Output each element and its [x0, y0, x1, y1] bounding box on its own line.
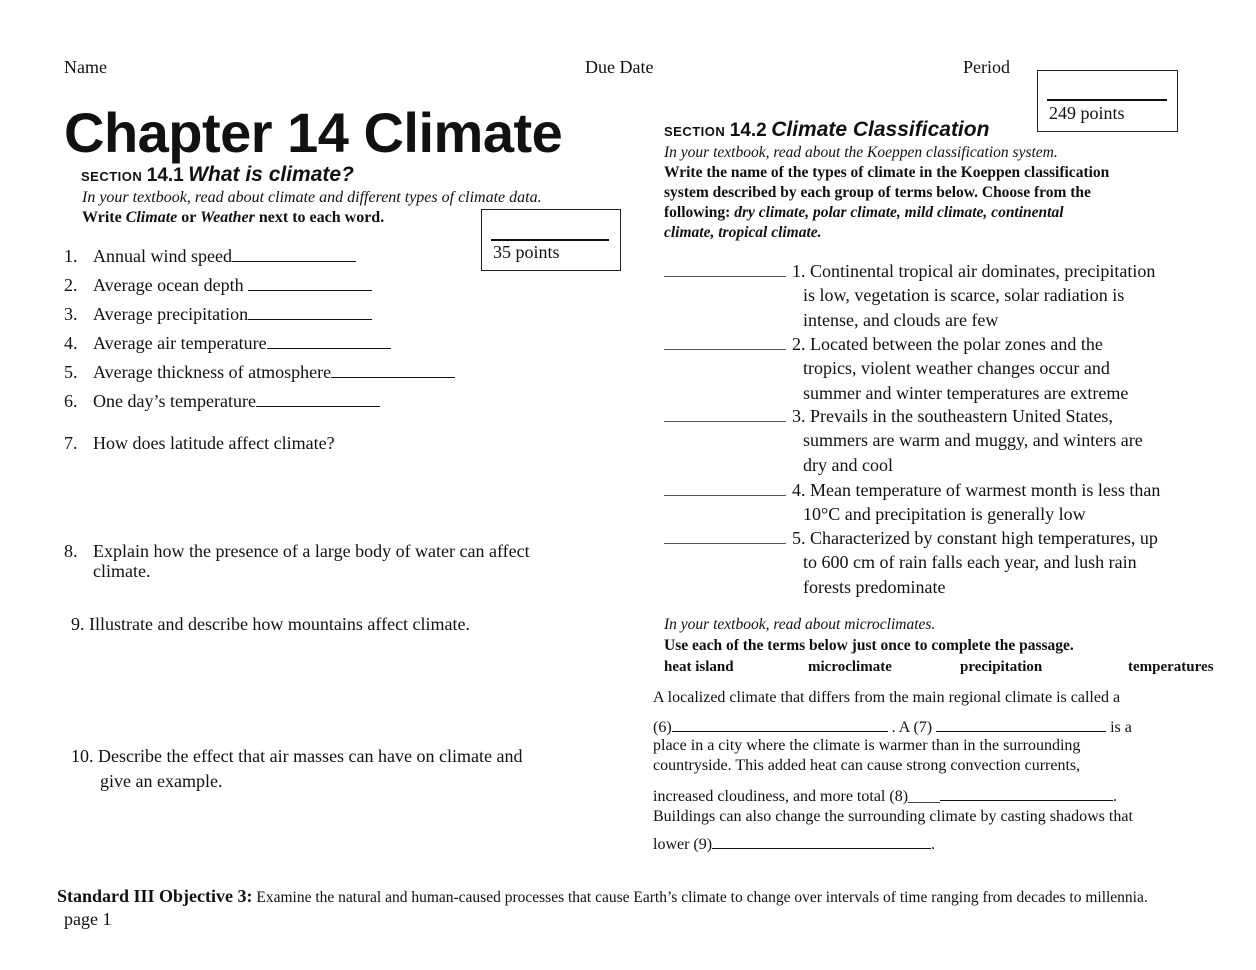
term-precipitation: precipitation	[960, 659, 1043, 675]
passage-line: place in a city where the climate is warmer than in the surrounding	[653, 737, 1081, 754]
section-14-2-heading	[664, 118, 989, 142]
answer-blank[interactable]	[267, 334, 391, 349]
answer-blank[interactable]	[664, 405, 786, 422]
microclimate-intro: In your textbook, read about microclimates.	[664, 616, 936, 633]
item-text: Prevails in the southeastern United States,	[810, 406, 1113, 426]
section-number: 14.1	[146, 165, 184, 186]
item-number: 1.	[64, 246, 78, 266]
passage-blank-8[interactable]	[940, 786, 1113, 801]
instr-line: Write the name of the types of climate in the Koeppen classification	[664, 164, 1110, 181]
due-date-label: Due Date	[585, 57, 654, 77]
passage-line	[653, 717, 1132, 737]
passage-line	[653, 834, 935, 854]
question-text: 10. Describe the effect that air masses can have on climate and	[71, 746, 523, 766]
passage-line: A localized climate that differs from the main regional climate is called a	[653, 689, 1121, 706]
passage-blank-6[interactable]	[672, 717, 888, 732]
blank-number: (6)	[653, 719, 672, 736]
item-text-cont: dry and cool	[803, 454, 893, 475]
section-name: What is climate?	[188, 163, 354, 186]
item-text: Located between the polar zones and the	[810, 334, 1103, 354]
answer-blank[interactable]	[256, 392, 380, 407]
passage-text: lower (9)	[653, 836, 713, 853]
passage-text: .	[931, 836, 936, 853]
instr-climate: Climate	[125, 209, 178, 226]
item-text: Average precipitation	[93, 304, 249, 324]
score-line	[491, 239, 609, 241]
word-bank	[0, 659, 1256, 679]
list-item	[64, 362, 455, 383]
item-text-cont: is low, vegetation is scarce, solar radiation is	[803, 285, 1125, 306]
item-text: Characterized by constant high temperatures, up	[810, 528, 1158, 548]
passage-text: is a	[1106, 719, 1132, 736]
term-microclimate: microclimate	[808, 659, 892, 675]
question-9: 9. Illustrate and describe how mountains affect climate.	[71, 614, 471, 634]
item-number: 1.	[792, 261, 806, 281]
item-number: 7.	[64, 433, 78, 453]
instr-choices: dry climate, polar climate, mild climate, continental	[734, 204, 1064, 221]
instr-write: Write	[82, 209, 122, 226]
answer-blank[interactable]	[664, 333, 786, 350]
instr-line: system described by each group of terms below. Choose from the	[664, 184, 1091, 201]
question-text-cont: give an example.	[100, 771, 223, 791]
classification-item	[664, 526, 1224, 599]
classification-item	[664, 404, 1224, 477]
item-number: 2.	[792, 334, 806, 354]
item-text-cont: intense, and clouds are few	[803, 309, 999, 330]
passage-text: increased cloudiness, and more total (8)____	[653, 788, 941, 805]
section-name: Climate Classification	[771, 118, 990, 141]
item-text-cont: summers are warm and muggy, and winters are	[803, 430, 1143, 451]
list-item	[64, 333, 391, 354]
list-item	[64, 275, 372, 296]
section1-points: 35 points	[493, 242, 560, 262]
section-word: SECTION	[664, 124, 726, 139]
standard-label: Standard III Objective 3:	[57, 886, 253, 906]
answer-blank[interactable]	[248, 276, 372, 291]
classification-item	[664, 259, 1224, 332]
answer-blank[interactable]	[248, 305, 372, 320]
instr-choices: climate, tropical climate.	[664, 224, 822, 241]
passage-text: . A (7)	[887, 719, 937, 736]
passage-line: countryside. This added heat can cause strong convection currents,	[653, 757, 1081, 774]
classification-item	[664, 332, 1224, 405]
page-number: page 1	[64, 909, 112, 929]
section1-instruction	[82, 209, 384, 227]
list-item	[64, 304, 372, 325]
instr-line: following:	[664, 204, 735, 221]
answer-blank[interactable]	[664, 527, 786, 544]
question-8	[64, 541, 530, 581]
section2-instruction	[664, 163, 1109, 243]
term-temperatures: temperatures	[1128, 659, 1214, 675]
answer-blank[interactable]	[664, 260, 786, 277]
instr-tail: next to each word.	[258, 209, 385, 226]
passage-text: .	[1113, 788, 1118, 805]
item-number: 4.	[792, 480, 806, 500]
period-label: Period	[963, 57, 1010, 77]
question-text: How does latitude affect climate?	[93, 433, 335, 453]
section-14-1-heading	[81, 163, 354, 187]
item-text: Mean temperature of warmest month is less than	[810, 480, 1161, 500]
section-word: SECTION	[81, 169, 143, 184]
item-number: 5.	[792, 528, 806, 548]
passage-line: Buildings can also change the surrounding climate by casting shadows that	[653, 808, 1133, 825]
item-text: One day’s temperature	[93, 391, 256, 411]
item-number: 3.	[64, 304, 78, 324]
item-number: 4.	[64, 333, 78, 353]
score-line	[1047, 99, 1167, 101]
classification-item	[664, 478, 1224, 527]
item-text: Average air temperature	[93, 333, 267, 353]
passage-blank-7[interactable]	[936, 717, 1106, 732]
question-7	[64, 433, 335, 454]
item-text-cont: to 600 cm of rain falls each year, and lush rain	[803, 552, 1137, 573]
passage-blank-9[interactable]	[712, 834, 931, 849]
item-number: 8.	[64, 541, 78, 561]
question-text-cont: climate.	[93, 561, 151, 581]
answer-blank[interactable]	[664, 479, 786, 496]
standard-text: Examine the natural and human-caused processes that cause Earth’s climate to change over intervals of time ranging from decades to millennia.	[256, 889, 1148, 906]
answer-blank[interactable]	[331, 363, 455, 378]
list-item	[64, 391, 380, 412]
page-title: Chapter 14 Climate	[64, 101, 563, 164]
standard-objective	[57, 886, 1148, 907]
section-number: 14.2	[729, 120, 767, 141]
name-label: Name	[64, 57, 107, 77]
item-text-cont: forests predominate	[803, 576, 946, 597]
item-text-cont: summer and winter temperatures are extreme	[803, 382, 1129, 403]
total-points: 249 points	[1049, 103, 1125, 123]
item-number: 2.	[64, 275, 78, 295]
section2-instruction-italic: In your textbook, read about the Koeppen classification system.	[664, 144, 1058, 161]
item-number: 3.	[792, 406, 806, 426]
item-text: Average thickness of atmosphere	[93, 362, 332, 382]
term-heat-island: heat island	[664, 659, 734, 675]
answer-blank[interactable]	[232, 247, 356, 262]
list-item	[64, 246, 356, 267]
instr-weather: Weather	[200, 209, 255, 226]
total-points-box	[1037, 70, 1178, 132]
item-text: Annual wind speed	[93, 246, 232, 266]
question-10	[71, 744, 522, 794]
instr-or: or	[181, 209, 197, 226]
passage-line	[653, 786, 1117, 806]
section1-instruction-italic: In your textbook, read about climate and different types of climate data.	[82, 189, 542, 206]
item-text: Average ocean depth	[93, 275, 249, 295]
item-text: Continental tropical air dominates, precipitation	[810, 261, 1156, 281]
item-text-cont: 10°C and precipitation is generally low	[803, 504, 1086, 525]
item-number: 5.	[64, 362, 78, 382]
item-number: 6.	[64, 391, 78, 411]
section1-points-box	[481, 209, 621, 271]
item-text-cont: tropics, violent weather changes occur and	[803, 358, 1110, 379]
microclimate-instruction: Use each of the terms below just once to complete the passage.	[664, 637, 1074, 654]
question-text: Explain how the presence of a large body of water can affect	[93, 541, 530, 561]
